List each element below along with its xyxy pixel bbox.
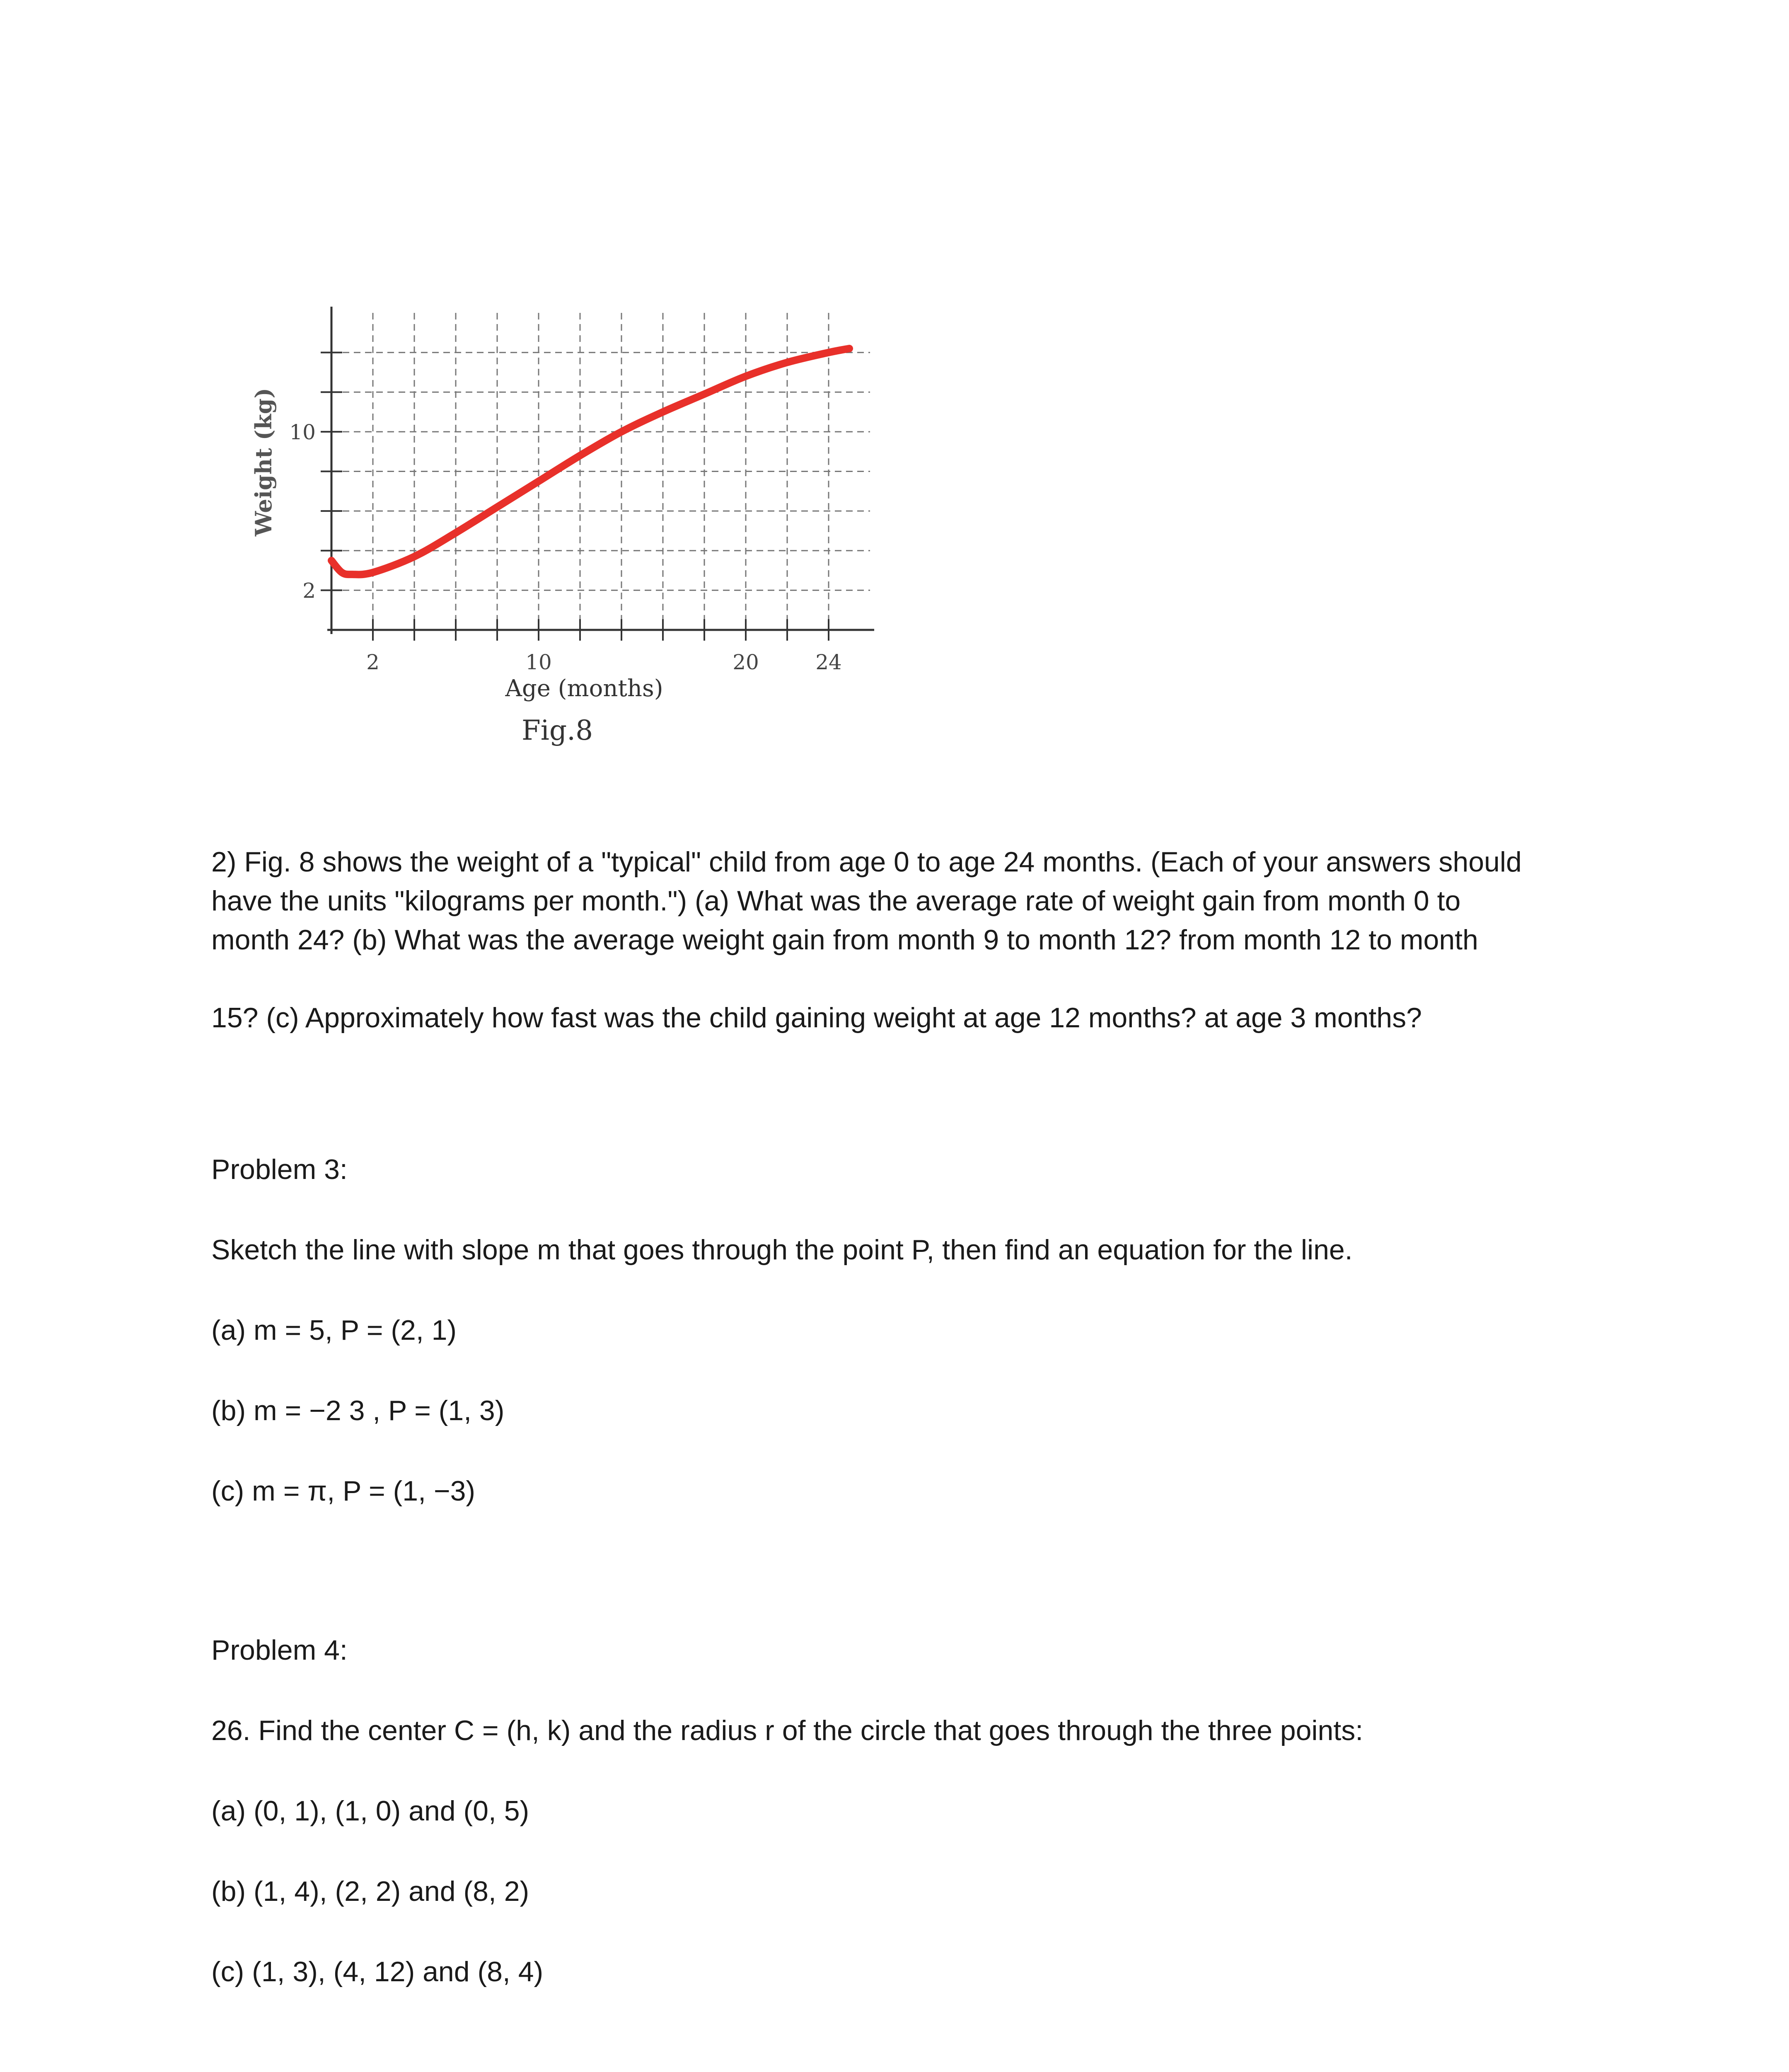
problem-4-part-b: (b) (1, 4), (2, 2) and (8, 2) [211, 1876, 529, 1907]
problem-4-heading: Problem 4: [211, 1634, 348, 1666]
problem-3-part-b: (b) m = −2 3 , P = (1, 3) [211, 1395, 505, 1426]
series-line-weight [331, 349, 849, 574]
x-tick-label: 24 [815, 650, 842, 674]
problem-4-intro: 26. Find the center C = (h, k) and the radius r of the circle that goes through the three points: [211, 1715, 1364, 1746]
problem-2-line-1: 2) Fig. 8 shows the weight of a "typical" child from age 0 to age 24 months. (Each of your answers should [211, 846, 1522, 878]
x-tick-label: 10 [525, 650, 552, 674]
problem-3-part-a: (a) m = 5, P = (2, 1) [211, 1314, 457, 1346]
problem-3-heading: Problem 3: [211, 1154, 348, 1185]
y-tick-label: 10 [289, 420, 316, 444]
x-axis-label: Age (months) [505, 675, 663, 702]
y-axis-label: Weight (kg) [250, 387, 277, 537]
x-tick-label: 20 [733, 650, 759, 674]
weight-age-chart [232, 298, 887, 754]
x-tick-label: 2 [366, 650, 380, 674]
problem-3-part-c: (c) m = π, P = (1, −3) [211, 1475, 476, 1507]
problem-2-line-2: have the units "kilograms per month.") (a) What was the average rate of weight gain from month 0 to [211, 885, 1461, 917]
problem-3-intro: Sketch the line with slope m that goes through the point P, then find an equation for the line. [211, 1234, 1353, 1266]
problem-2-line-4: 15? (c) Approximately how fast was the child gaining weight at age 12 months? at age 3 months? [211, 1002, 1422, 1034]
ticks [321, 353, 829, 641]
problem-2-line-3: month 24? (b) What was the average weight gain from month 9 to month 12? from month 12 to month [211, 924, 1478, 956]
data-series [331, 349, 849, 574]
figure-caption: Fig.8 [521, 714, 593, 746]
y-tick-label: 2 [302, 579, 316, 603]
problem-4-part-a: (a) (0, 1), (1, 0) and (0, 5) [211, 1795, 529, 1827]
problem-4-part-c: (c) (1, 3), (4, 12) and (8, 4) [211, 1956, 544, 1987]
axes [327, 307, 874, 634]
